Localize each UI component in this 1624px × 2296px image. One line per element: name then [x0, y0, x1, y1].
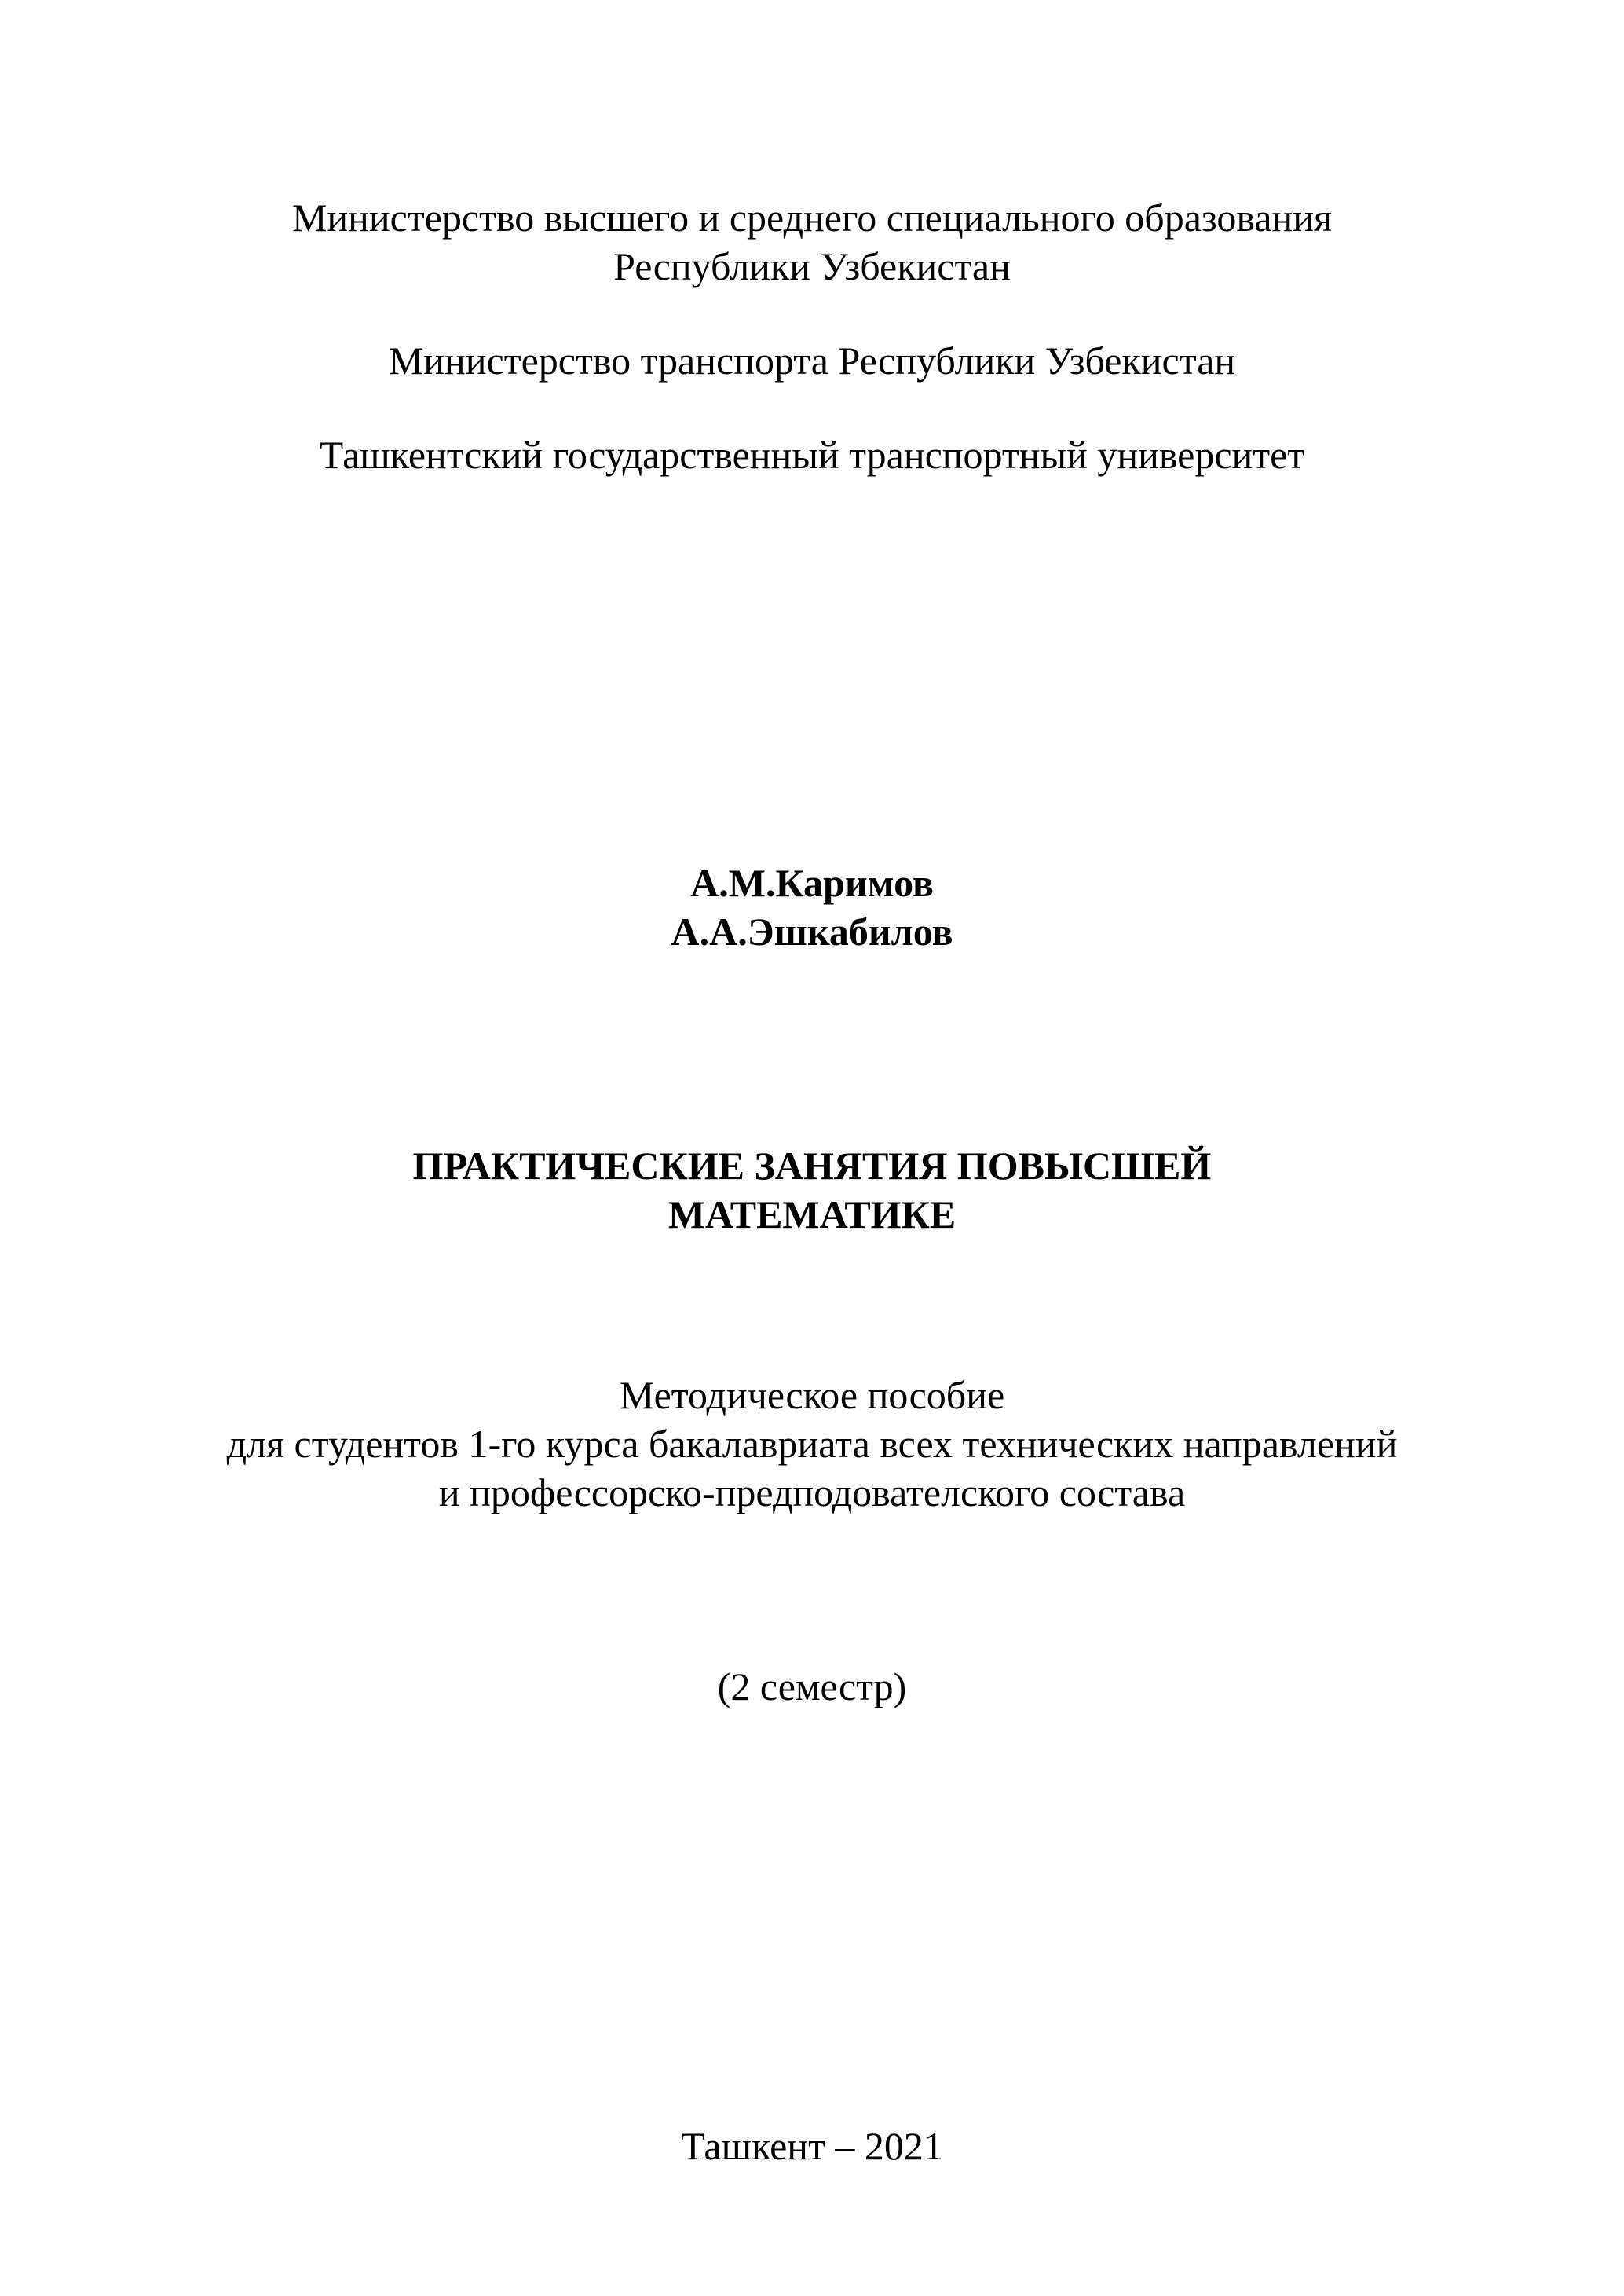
city-year [0, 2122, 1624, 2170]
book-title-line: ПРАКТИЧЕСКИЕ ЗАНЯТИЯ ПОВЫСШЕЙ [412, 1144, 1212, 1188]
authors [0, 859, 1624, 956]
book-subtitle-line: для студентов 1-го курса бакалавриата всех технических направлений [226, 1422, 1398, 1466]
book-subtitle-line: и профессорско-предподователского состава [438, 1470, 1186, 1514]
semester-label [0, 1662, 1624, 1711]
book-subtitle-line: Методическое пособие [619, 1373, 1005, 1417]
book-title-line: МАТЕМАТИКЕ [668, 1192, 956, 1236]
book-subtitle [0, 1371, 1624, 1517]
ministry-higher-education-line: Министерство высшего и среднего специального образования [291, 196, 1333, 240]
university-name-line: Ташкентский государственный транспортный университет [319, 433, 1305, 477]
author-name: А.М.Каримов [690, 861, 934, 905]
author-name: А.А.Эшкабилов [671, 910, 953, 954]
semester-text: (2 семестр) [717, 1664, 907, 1708]
university-name [0, 430, 1624, 479]
city-year-text: Ташкент – 2021 [681, 2124, 943, 2168]
ministry-higher-education [0, 193, 1624, 291]
ministry-transport [0, 336, 1624, 385]
ministry-higher-education-line: Республики Узбекистан [613, 244, 1011, 288]
book-title [0, 1141, 1624, 1239]
ministry-transport-line: Министерство транспорта Республики Узбекистан [388, 339, 1236, 383]
